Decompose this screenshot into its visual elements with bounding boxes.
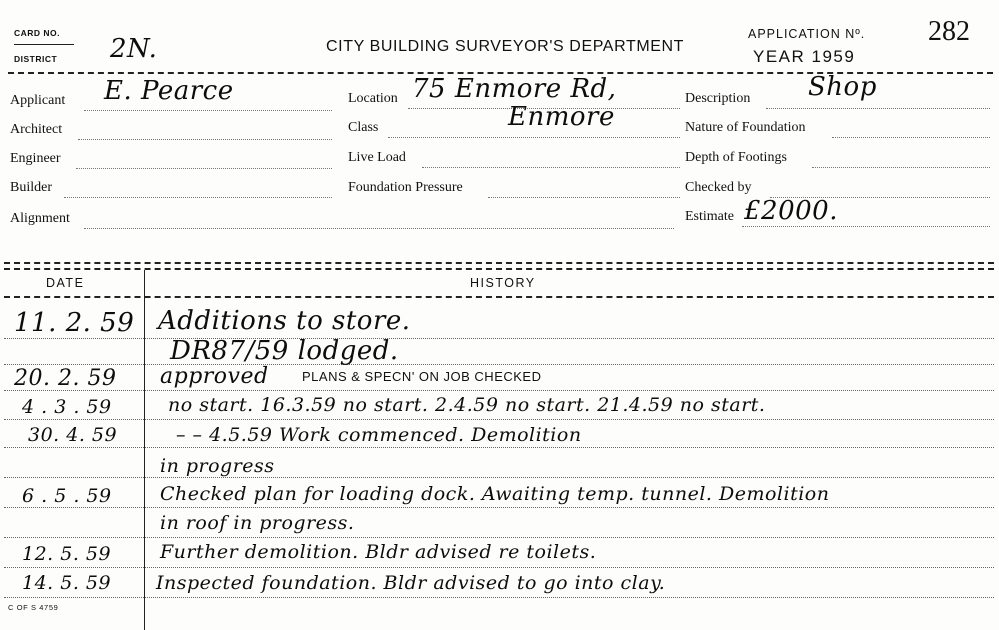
class-value: Enmore [508, 102, 615, 132]
application-label: APPLICATION Nº. [748, 27, 866, 41]
history-column-header: HISTORY [470, 276, 536, 290]
nature-of-foundation-label: Nature of Foundation [685, 120, 806, 135]
history-line [4, 364, 994, 365]
history-entry: Inspected foundation. Bldr advised to go into clay. [156, 572, 666, 594]
history-entry: approved [160, 364, 269, 389]
history-entry: in progress [160, 455, 275, 477]
history-entry: Checked plan for loading dock. Awaiting temp. tunnel. Demolition [160, 483, 830, 505]
architect-label: Architect [10, 122, 63, 137]
history-date: 30. 4. 59 [28, 424, 118, 446]
history-line [4, 390, 994, 391]
live-load-label: Live Load [348, 150, 406, 165]
history-date: 4 . 3 . 59 [22, 396, 112, 418]
year-label: YEAR 1959 [753, 47, 856, 66]
history-line [4, 419, 994, 420]
engineer-label: Engineer [10, 151, 61, 166]
applicant-line [84, 110, 332, 111]
builder-line [64, 197, 332, 198]
location-value: 75 Enmore Rd, [412, 74, 617, 104]
live-load-line [422, 167, 680, 168]
history-line [4, 567, 994, 568]
history-line [4, 477, 994, 478]
architect-line [78, 139, 332, 140]
checked-by-label: Checked by [685, 180, 752, 195]
alignment-line [84, 228, 674, 229]
estimate-line [742, 226, 990, 227]
district-label: DISTRICT [14, 54, 58, 64]
history-date: 11. 2. 59 [14, 308, 135, 338]
location-label: Location [348, 91, 398, 106]
description-value: Shop [808, 72, 877, 102]
history-entry: – – 4.5.59 Work commenced. Demolition [176, 424, 582, 446]
depth-of-footings-line [812, 167, 990, 168]
history-line [4, 338, 994, 339]
description-line [766, 108, 990, 109]
nature-of-foundation-line [832, 137, 990, 138]
history-line [4, 507, 994, 508]
history-top-rule-1 [4, 262, 994, 264]
alignment-label: Alignment [10, 211, 70, 226]
district-value: 2N. [110, 34, 158, 64]
foundation-pressure-line [488, 197, 680, 198]
date-column-divider [144, 270, 145, 630]
history-entry: no start. 16.3.59 no start. 2.4.59 no start. 21.4.59 no start. [168, 394, 766, 416]
history-date: 12. 5. 59 [22, 543, 112, 565]
history-date: 14. 5. 59 [22, 572, 112, 594]
builder-label: Builder [10, 180, 52, 195]
history-entry: in roof in progress. [160, 512, 355, 534]
class-label: Class [348, 120, 379, 135]
engineer-line [76, 168, 332, 169]
card-district-divider [14, 44, 74, 45]
history-top-rule-2 [4, 268, 994, 270]
history-date: 6 . 5 . 59 [22, 485, 112, 507]
estimate-value: £2000. [744, 196, 838, 226]
date-column-header: DATE [46, 276, 85, 290]
history-entry: Further demolition. Bldr advised re toilets. [160, 541, 597, 563]
depth-of-footings-label: Depth of Footings [685, 150, 787, 165]
card-no-label: CARD NO. [14, 28, 61, 38]
form-code: C OF S 4759 [8, 603, 59, 612]
history-date: 20. 2. 59 [14, 366, 117, 391]
history-line [4, 597, 994, 598]
class-line [388, 137, 680, 138]
plans-checked-stamp: PLANS & SPECN' ON JOB CHECKED [302, 369, 542, 384]
description-label: Description [685, 91, 751, 106]
applicant-value: E. Pearce [104, 76, 234, 106]
history-line [4, 537, 994, 538]
history-entry: DR87/59 lodged. [170, 336, 399, 366]
department-title: CITY BUILDING SURVEYOR'S DEPARTMENT [326, 38, 685, 55]
history-header-rule [4, 296, 994, 298]
applicant-label: Applicant [10, 93, 66, 108]
foundation-pressure-label: Foundation Pressure [348, 180, 463, 195]
application-number: 282 [928, 16, 970, 47]
history-entry: Additions to store. [158, 306, 411, 336]
history-line [4, 447, 994, 448]
estimate-label: Estimate [685, 209, 734, 224]
